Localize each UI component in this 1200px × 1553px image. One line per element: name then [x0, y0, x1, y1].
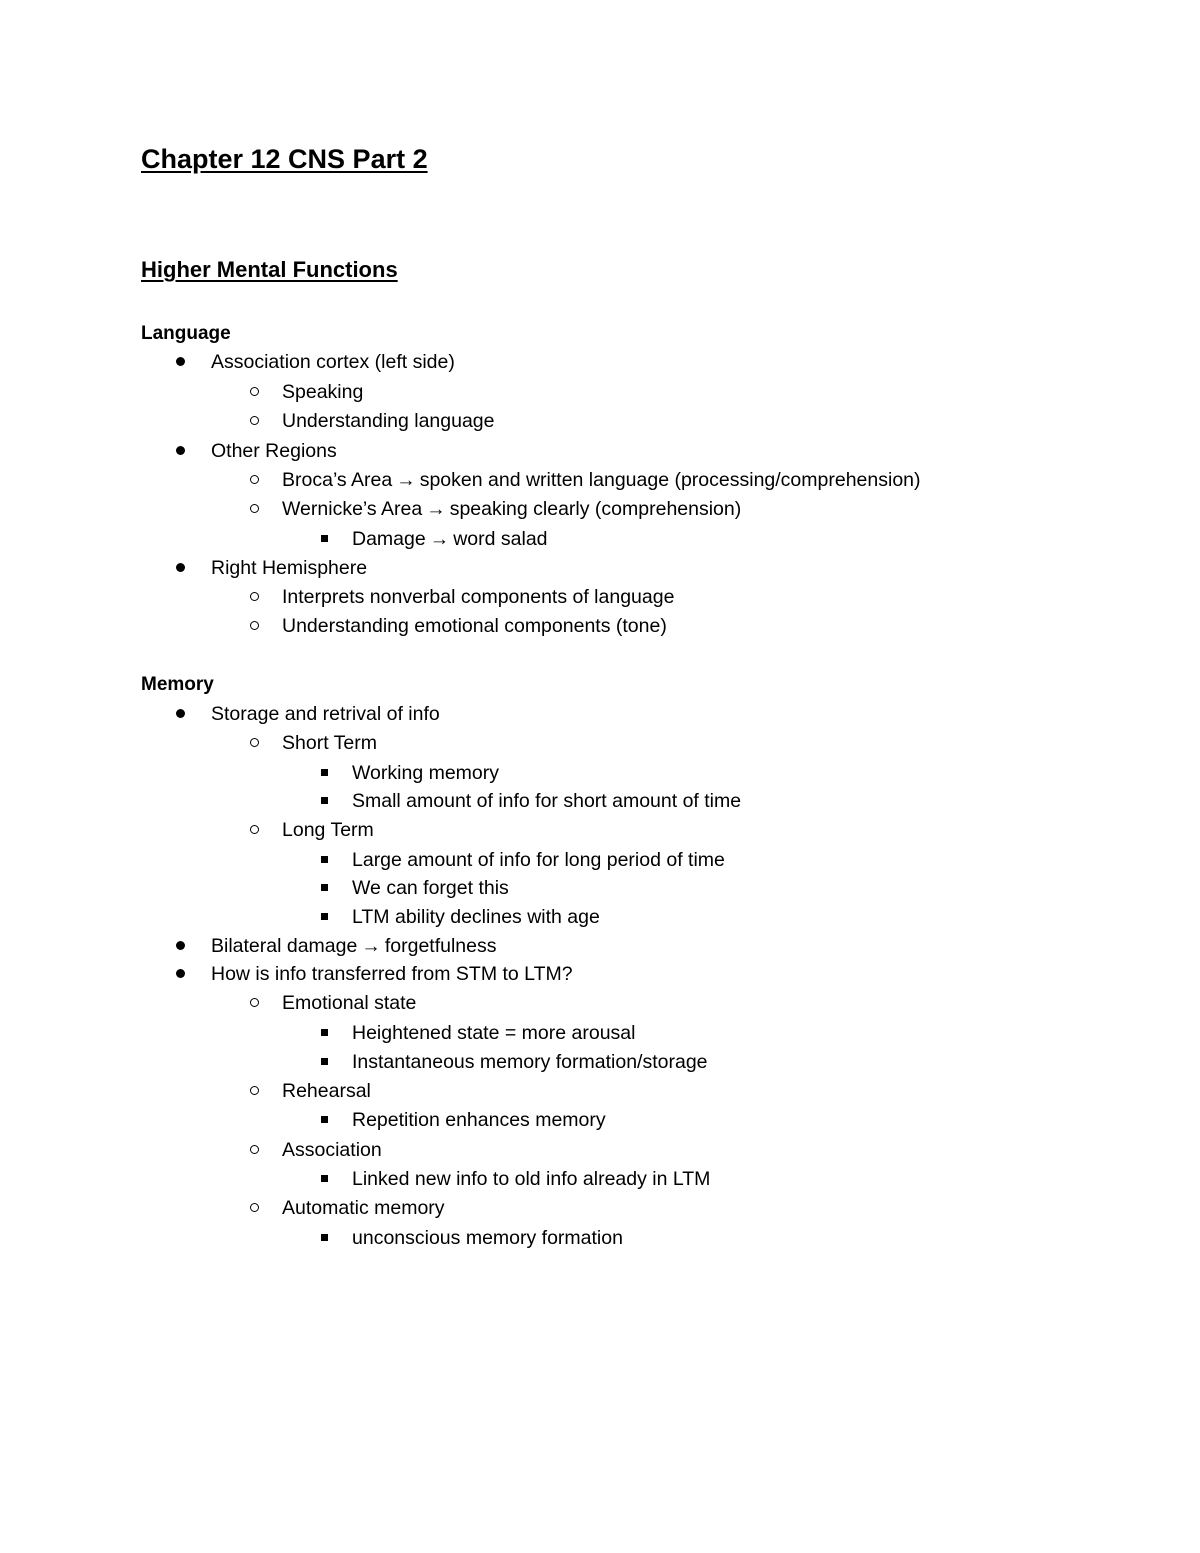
list-item: Rehearsal: [0, 1079, 1200, 1103]
memory-heading: Memory: [141, 674, 214, 695]
circle-bullet-icon: [244, 991, 264, 1015]
list-item: Other Regions: [0, 439, 1200, 463]
square-bullet-icon: [314, 1226, 334, 1250]
square-bullet-icon: [314, 527, 334, 551]
circle-bullet-icon: [244, 818, 264, 842]
list-item: Association: [0, 1138, 1200, 1162]
square-bullet-icon: [314, 1050, 334, 1074]
list-item: Understanding language: [0, 409, 1200, 433]
list-item: Interprets nonverbal components of language: [0, 585, 1200, 609]
list-item: Damage → word salad: [0, 527, 1200, 551]
square-bullet-icon: [314, 1167, 334, 1191]
list-item: Bilateral damage → forgetfulness: [0, 934, 1200, 958]
list-item: Instantaneous memory formation/storage: [0, 1050, 1200, 1074]
circle-bullet-icon: [244, 1138, 264, 1162]
list-item: Long Term: [0, 818, 1200, 842]
arrow-right-icon: →: [429, 528, 450, 550]
bullet-icon: [170, 962, 190, 986]
list-item: Speaking: [0, 380, 1200, 404]
square-bullet-icon: [314, 876, 334, 900]
arrow-right-icon: →: [361, 935, 381, 957]
list-item: We can forget this: [0, 876, 1200, 900]
square-bullet-icon: [314, 789, 334, 813]
bullet-icon: [170, 439, 190, 463]
list-item: Short Term: [0, 731, 1200, 755]
circle-bullet-icon: [244, 1079, 264, 1103]
list-item: How is info transferred from STM to LTM?: [0, 962, 1200, 986]
circle-bullet-icon: [244, 380, 264, 404]
list-item: Right Hemisphere: [0, 556, 1200, 580]
list-item: Small amount of info for short amount of time: [0, 789, 1200, 813]
list-item: Wernicke’s Area → speaking clearly (comprehension): [0, 497, 1200, 521]
list-item: Linked new info to old info already in LTM: [0, 1167, 1200, 1191]
circle-bullet-icon: [244, 497, 264, 521]
circle-bullet-icon: [244, 731, 264, 755]
square-bullet-icon: [314, 761, 334, 785]
bullet-icon: [170, 556, 190, 580]
arrow-right-icon: →: [426, 498, 446, 520]
circle-bullet-icon: [244, 614, 264, 638]
list-item: LTM ability declines with age: [0, 905, 1200, 929]
square-bullet-icon: [314, 905, 334, 929]
circle-bullet-icon: [244, 468, 264, 492]
list-item: Association cortex (left side): [0, 350, 1200, 374]
circle-bullet-icon: [244, 409, 264, 433]
list-item: Automatic memory: [0, 1196, 1200, 1220]
list-item: Understanding emotional components (tone): [0, 614, 1200, 638]
list-item: Storage and retrival of info: [0, 702, 1200, 726]
list-item: unconscious memory formation: [0, 1226, 1200, 1250]
arrow-right-icon: →: [396, 469, 416, 491]
list-item: Working memory: [0, 761, 1200, 785]
bullet-icon: [170, 934, 190, 958]
square-bullet-icon: [314, 1021, 334, 1045]
square-bullet-icon: [314, 1108, 334, 1132]
list-item: Large amount of info for long period of time: [0, 848, 1200, 872]
language-heading: Language: [141, 323, 231, 344]
list-item: Broca’s Area → spoken and written language (processing/comprehension): [0, 468, 1200, 492]
bullet-icon: [170, 350, 190, 374]
section-title: Higher Mental Functions: [141, 257, 398, 282]
circle-bullet-icon: [244, 1196, 264, 1220]
list-item: Emotional state: [0, 991, 1200, 1015]
circle-bullet-icon: [244, 585, 264, 609]
bullet-icon: [170, 702, 190, 726]
square-bullet-icon: [314, 848, 334, 872]
page-title: Chapter 12 CNS Part 2: [141, 144, 428, 174]
list-item: Repetition enhances memory: [0, 1108, 1200, 1132]
list-item: Heightened state = more arousal: [0, 1021, 1200, 1045]
